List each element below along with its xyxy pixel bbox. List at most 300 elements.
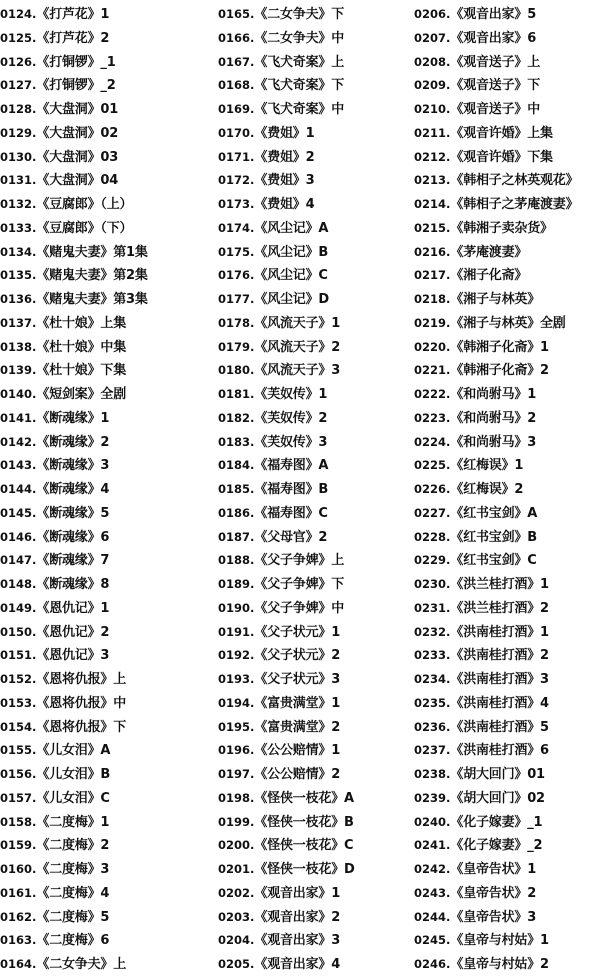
item-number: 0129.: [0, 125, 37, 140]
item-title: 《芙奴传》1: [254, 387, 328, 402]
item-number: 0143.: [0, 458, 37, 473]
item-number: 0125.: [0, 30, 37, 45]
item-number: 0175.: [218, 244, 255, 259]
item-number: 0224.: [414, 434, 451, 449]
list-item: [218, 737, 414, 761]
item-number: 0163.: [0, 933, 37, 948]
item-number: 0173.: [218, 197, 255, 211]
item-title: 《断魂缘》2: [36, 434, 110, 450]
item-title: 《湘子与林英》: [450, 292, 540, 307]
item-title: 《怪侠一枝花》A: [254, 790, 354, 806]
list-item: [414, 167, 600, 191]
item-title: 《怪侠一枝花》C: [254, 838, 354, 854]
item-number: 0164.: [0, 957, 37, 971]
list-item: [0, 144, 215, 168]
item-number: 0219.: [414, 315, 451, 330]
item-number: 0234.: [414, 672, 451, 686]
item-number: 0191.: [218, 624, 255, 639]
item-number: 0160.: [0, 862, 37, 876]
list-item: [218, 262, 414, 286]
list-item: [414, 571, 600, 595]
list-item: [414, 429, 600, 453]
item-number: 0192.: [218, 648, 255, 663]
item-title: 《二度梅》3: [36, 862, 110, 877]
item-title: 《二度梅》5: [36, 909, 110, 925]
item-number: 0159.: [0, 838, 37, 853]
list-item: [218, 951, 414, 975]
list-item: [218, 714, 414, 738]
item-number: 0225.: [414, 458, 451, 473]
item-title: 《短剑案》全剧: [36, 387, 126, 402]
list-item: [414, 500, 600, 524]
item-number: 0153.: [0, 695, 37, 710]
item-number: 0226.: [414, 482, 451, 496]
list-item: [218, 880, 414, 904]
item-title: 《父子状元》1: [254, 624, 341, 640]
list-item: [414, 856, 600, 880]
item-title: 《赌鬼夫妻》第1集: [36, 244, 148, 260]
list-item: [414, 927, 600, 951]
item-title: 《父子争婢》中: [254, 600, 344, 616]
item-title: 《赌鬼夫妻》第3集: [36, 292, 148, 307]
list-item: [414, 191, 600, 215]
list-item: [414, 619, 600, 643]
item-title: 《富贵满堂》2: [254, 719, 341, 735]
list-item: [218, 1, 414, 25]
list-item: [414, 785, 600, 809]
item-number: 0198.: [218, 790, 255, 805]
list-item: [0, 96, 215, 120]
list-item: [218, 49, 414, 73]
list-item: [0, 642, 215, 666]
item-title: 《皇帝告状》2: [450, 885, 537, 901]
item-title: 《洪兰桂打酒》1: [450, 577, 549, 592]
item-number: 0196.: [218, 743, 255, 758]
list-item: [0, 405, 215, 429]
item-number: 0166.: [218, 30, 255, 45]
item-title: 《费姐》4: [254, 197, 315, 212]
item-title: 《洪南桂打酒》6: [450, 743, 549, 759]
item-title: 《公公赔情》1: [254, 743, 341, 759]
item-number: 0212.: [414, 149, 451, 164]
list-item: [0, 334, 215, 358]
item-number: 0168.: [218, 78, 255, 93]
item-title: 《飞犬奇案》下: [254, 78, 344, 94]
item-number: 0135.: [0, 268, 37, 283]
item-number: 0161.: [0, 885, 37, 900]
item-title: 《风尘记》A: [254, 220, 329, 236]
list-item: [414, 666, 600, 690]
item-title: 《洪南桂打酒》2: [450, 648, 549, 664]
list-item: [218, 239, 414, 263]
item-title: 《恩将仇报》上: [36, 672, 126, 687]
list-item: [414, 547, 600, 571]
item-number: 0144.: [0, 482, 37, 496]
list-item: [0, 1, 215, 25]
list-item: [414, 310, 600, 334]
item-title: 《费姐》1: [254, 125, 315, 141]
list-item: [0, 690, 215, 714]
item-title: 《洪南桂打酒》1: [450, 624, 549, 640]
item-number: 0170.: [218, 125, 255, 140]
item-title: 《观音送子》下: [450, 78, 540, 94]
item-title: 《观音出家》6: [450, 30, 537, 46]
item-number: 0182.: [218, 410, 255, 425]
item-number: 0174.: [218, 220, 255, 235]
list-item: [218, 381, 414, 405]
item-title: 《韩相子之茅庵渡妻》: [450, 197, 579, 212]
list-item: [218, 357, 414, 381]
item-title: 《飞犬奇案》中: [254, 102, 344, 117]
list-item: [0, 809, 215, 833]
item-title: 《怪侠一枝花》B: [254, 814, 354, 830]
item-title: 《二度梅》4: [36, 885, 110, 901]
item-number: 0237.: [414, 743, 451, 758]
item-number: 0202.: [218, 885, 255, 900]
item-number: 0222.: [414, 387, 451, 401]
item-title: 《福寿图》C: [254, 505, 328, 521]
item-title: 《打铜锣》_2: [36, 78, 116, 94]
list-item: [0, 381, 215, 405]
list-item: [218, 690, 414, 714]
list-item: [0, 429, 215, 453]
item-title: 《二度梅》6: [36, 933, 110, 949]
list-item: [0, 286, 215, 310]
item-number: 0169.: [218, 102, 255, 116]
item-title: 《和尚驸马》1: [450, 387, 537, 402]
list-item: [218, 595, 414, 619]
item-title: 《二度梅》1: [36, 814, 110, 830]
item-number: 0156.: [0, 767, 37, 781]
item-number: 0138.: [0, 339, 37, 354]
item-number: 0136.: [0, 292, 37, 306]
item-number: 0246.: [414, 957, 451, 971]
list-item: [0, 595, 215, 619]
item-number: 0147.: [0, 553, 37, 568]
item-number: 0200.: [218, 838, 255, 853]
item-title: 《恩将仇报》下: [36, 719, 126, 735]
item-title: 《洪南桂打酒》4: [450, 695, 549, 711]
item-title: 《皇帝告状》1: [450, 862, 537, 877]
list-item: [414, 690, 600, 714]
item-title: 《断魂缘》8: [36, 577, 110, 592]
list-item: [0, 832, 215, 856]
item-title: 《儿女泪》C: [36, 790, 110, 806]
item-title: 《洪兰桂打酒》2: [450, 600, 549, 616]
list-item: [414, 809, 600, 833]
item-number: 0203.: [218, 909, 255, 924]
item-title: 《断魂缘》7: [36, 553, 110, 569]
item-number: 0239.: [414, 790, 451, 805]
item-number: 0204.: [218, 933, 255, 948]
item-number: 0183.: [218, 434, 255, 449]
list-item: [218, 429, 414, 453]
item-title: 《飞犬奇案》上: [254, 54, 344, 70]
item-title: 《和尚驸马》2: [450, 410, 537, 426]
item-title: 《观音出家》2: [254, 909, 341, 925]
item-number: 0124.: [0, 7, 37, 21]
item-title: 《观音出家》1: [254, 885, 341, 901]
list-item: [218, 120, 414, 144]
item-title: 《怪侠一枝花》D: [254, 862, 355, 877]
item-title: 《红书宝剑》A: [450, 505, 538, 521]
list-item: [0, 239, 215, 263]
item-title: 《福寿图》B: [254, 482, 329, 497]
list-item: [218, 619, 414, 643]
item-number: 0210.: [414, 102, 451, 116]
list-item: [414, 452, 600, 476]
list-item: [0, 49, 215, 73]
list-item: [0, 452, 215, 476]
list-item: [0, 500, 215, 524]
list-item: [0, 737, 215, 761]
list-item: [0, 215, 215, 239]
list-item: [0, 25, 215, 49]
list-item: [414, 239, 600, 263]
item-number: 0167.: [218, 54, 255, 69]
item-title: 《和尚驸马》3: [450, 434, 537, 450]
item-number: 0208.: [414, 54, 451, 69]
item-number: 0140.: [0, 387, 37, 401]
item-number: 0217.: [414, 268, 451, 283]
item-title: 《福寿图》A: [254, 458, 329, 474]
list-item: [0, 262, 215, 286]
item-number: 0213.: [414, 173, 451, 188]
item-title: 《二女争夫》中: [254, 30, 344, 46]
item-title: 《洪南桂打酒》5: [450, 719, 549, 735]
list-item: [414, 357, 600, 381]
list-item: [0, 167, 215, 191]
list-item: [218, 167, 414, 191]
list-item: [218, 191, 414, 215]
item-number: 0126.: [0, 54, 37, 69]
item-title: 《韩相子之林英观花》: [450, 173, 579, 189]
list-item: [414, 832, 600, 856]
item-title: 《观音送子》上: [450, 54, 540, 70]
list-item: [218, 286, 414, 310]
list-item: [414, 595, 600, 619]
list-item: [218, 72, 414, 96]
list-item: [218, 927, 414, 951]
item-title: 《二女争夫》上: [36, 957, 126, 972]
item-title: 《二度梅》2: [36, 838, 110, 854]
item-title: 《父子争婢》下: [254, 577, 344, 592]
list-item: [0, 880, 215, 904]
item-title: 《红梅误》2: [450, 482, 524, 497]
list-item: [218, 571, 414, 595]
list-item: [218, 524, 414, 548]
item-title: 《断魂缘》1: [36, 410, 110, 426]
item-title: 《风流天子》1: [254, 315, 341, 331]
column-2: [218, 0, 414, 975]
item-title: 《观音出家》3: [254, 933, 341, 949]
item-number: 0131.: [0, 173, 37, 188]
list-item: [0, 476, 215, 500]
item-number: 0158.: [0, 814, 37, 829]
list-item: [218, 310, 414, 334]
column-1: [0, 0, 215, 975]
list-item: [0, 619, 215, 643]
list-item: [414, 642, 600, 666]
item-number: 0151.: [0, 648, 37, 663]
item-number: 0194.: [218, 695, 255, 710]
list-item: [218, 809, 414, 833]
list-item: [0, 904, 215, 928]
item-number: 0145.: [0, 505, 37, 520]
item-number: 0181.: [218, 387, 255, 401]
item-title: 《大盘洞》04: [36, 173, 119, 189]
item-number: 0165.: [218, 7, 255, 21]
list-item: [0, 785, 215, 809]
item-number: 0232.: [414, 624, 451, 639]
item-title: 《杜十娘》下集: [36, 363, 126, 379]
item-number: 0207.: [414, 30, 451, 45]
item-number: 0154.: [0, 719, 37, 734]
item-number: 0245.: [414, 933, 451, 948]
item-title: 《芙奴传》3: [254, 434, 328, 450]
list-item: [218, 452, 414, 476]
item-title: 《风流天子》3: [254, 363, 341, 379]
list-item: [414, 951, 600, 975]
item-number: 0127.: [0, 78, 37, 93]
item-number: 0149.: [0, 600, 37, 615]
item-number: 0233.: [414, 648, 451, 663]
item-title: 《恩仇记》1: [36, 600, 110, 616]
item-number: 0148.: [0, 577, 37, 591]
item-number: 0128.: [0, 102, 37, 116]
item-number: 0187.: [218, 529, 255, 544]
list-item: [414, 880, 600, 904]
item-number: 0223.: [414, 410, 451, 425]
list-item: [414, 761, 600, 785]
item-number: 0229.: [414, 553, 451, 568]
item-title: 《断魂缘》4: [36, 482, 110, 497]
item-number: 0214.: [414, 197, 451, 211]
item-title: 《观音出家》4: [254, 957, 341, 972]
item-number: 0172.: [218, 173, 255, 188]
item-title: 《红书宝剑》C: [450, 553, 537, 569]
list-item: [218, 832, 414, 856]
item-title: 《红梅误》1: [450, 458, 524, 474]
item-number: 0230.: [414, 577, 451, 591]
item-number: 0242.: [414, 862, 451, 876]
list-item: [218, 547, 414, 571]
item-title: 《胡大回门》02: [450, 790, 545, 806]
item-number: 0193.: [218, 672, 255, 686]
list-item: [218, 405, 414, 429]
list-item: [414, 49, 600, 73]
list-item: [414, 714, 600, 738]
item-number: 0133.: [0, 220, 37, 235]
item-number: 0142.: [0, 434, 37, 449]
item-number: 0205.: [218, 957, 255, 971]
list-item: [0, 951, 215, 975]
item-title: 《洪南桂打酒》3: [450, 672, 549, 687]
item-number: 0195.: [218, 719, 255, 734]
list-item: [0, 666, 215, 690]
item-number: 0209.: [414, 78, 451, 93]
list-item: [218, 476, 414, 500]
item-title: 《红书宝剑》B: [450, 529, 537, 545]
item-number: 0150.: [0, 624, 37, 639]
item-number: 0197.: [218, 767, 255, 781]
item-title: 《父母官》2: [254, 529, 328, 545]
list-item: [218, 144, 414, 168]
item-number: 0228.: [414, 529, 451, 544]
item-title: 《儿女泪》A: [36, 743, 111, 759]
item-number: 0231.: [414, 600, 451, 615]
list-item: [218, 25, 414, 49]
item-number: 0235.: [414, 695, 451, 710]
column-3: [414, 0, 600, 975]
item-title: 《断魂缘》3: [36, 458, 110, 474]
item-title: 《赌鬼夫妻》第2集: [36, 268, 148, 284]
item-title: 《风流天子》2: [254, 339, 341, 355]
item-title: 《韩湘子卖杂货》: [450, 220, 553, 236]
item-number: 0215.: [414, 220, 451, 235]
list-item: [414, 476, 600, 500]
list-item: [414, 334, 600, 358]
item-title: 《恩仇记》2: [36, 624, 110, 640]
item-title: 《大盘洞》01: [36, 102, 119, 117]
list-item: [218, 761, 414, 785]
item-number: 0241.: [414, 838, 451, 853]
item-title: 《断魂缘》6: [36, 529, 110, 545]
item-number: 0220.: [414, 339, 451, 354]
item-title: 《化子嫁妻》_1: [450, 814, 543, 830]
item-number: 0189.: [218, 577, 255, 591]
item-title: 《皇帝与村姑》2: [450, 957, 549, 972]
item-number: 0134.: [0, 244, 37, 259]
list-item: [218, 215, 414, 239]
item-title: 《大盘洞》02: [36, 125, 119, 141]
list-item: [218, 642, 414, 666]
item-title: 《父子状元》3: [254, 672, 341, 687]
item-number: 0238.: [414, 767, 451, 781]
item-title: 《观音许婚》下集: [450, 149, 553, 165]
item-title: 《豆腐郎》（上）: [36, 197, 133, 212]
item-title: 《观音送子》中: [450, 102, 540, 117]
item-number: 0201.: [218, 862, 255, 876]
item-number: 0211.: [414, 125, 451, 140]
item-title: 《费姐》3: [254, 173, 315, 189]
list-item: [218, 904, 414, 928]
item-number: 0171.: [218, 149, 255, 164]
item-title: 《皇帝告状》3: [450, 909, 537, 925]
item-number: 0178.: [218, 315, 255, 330]
item-number: 0176.: [218, 268, 255, 283]
list-item: [0, 571, 215, 595]
item-title: 《湘子化斋》: [450, 268, 528, 284]
item-title: 《胡大回门》01: [450, 767, 545, 782]
item-title: 《大盘洞》03: [36, 149, 119, 165]
item-title: 《茅庵渡妻》: [450, 244, 528, 260]
item-title: 《父子状元》2: [254, 648, 341, 664]
item-number: 0137.: [0, 315, 37, 330]
item-title: 《湘子与林英》全剧: [450, 315, 566, 331]
item-title: 《恩仇记》3: [36, 648, 110, 664]
item-number: 0240.: [414, 814, 451, 829]
item-title: 《儿女泪》B: [36, 767, 111, 782]
list-item: [414, 381, 600, 405]
list-item: [218, 666, 414, 690]
list-item: [0, 72, 215, 96]
item-title: 《杜十娘》中集: [36, 339, 126, 355]
list-item: [0, 310, 215, 334]
list-item: [218, 856, 414, 880]
item-title: 《观音出家》5: [450, 7, 537, 22]
item-title: 《打芦花》1: [36, 7, 110, 22]
